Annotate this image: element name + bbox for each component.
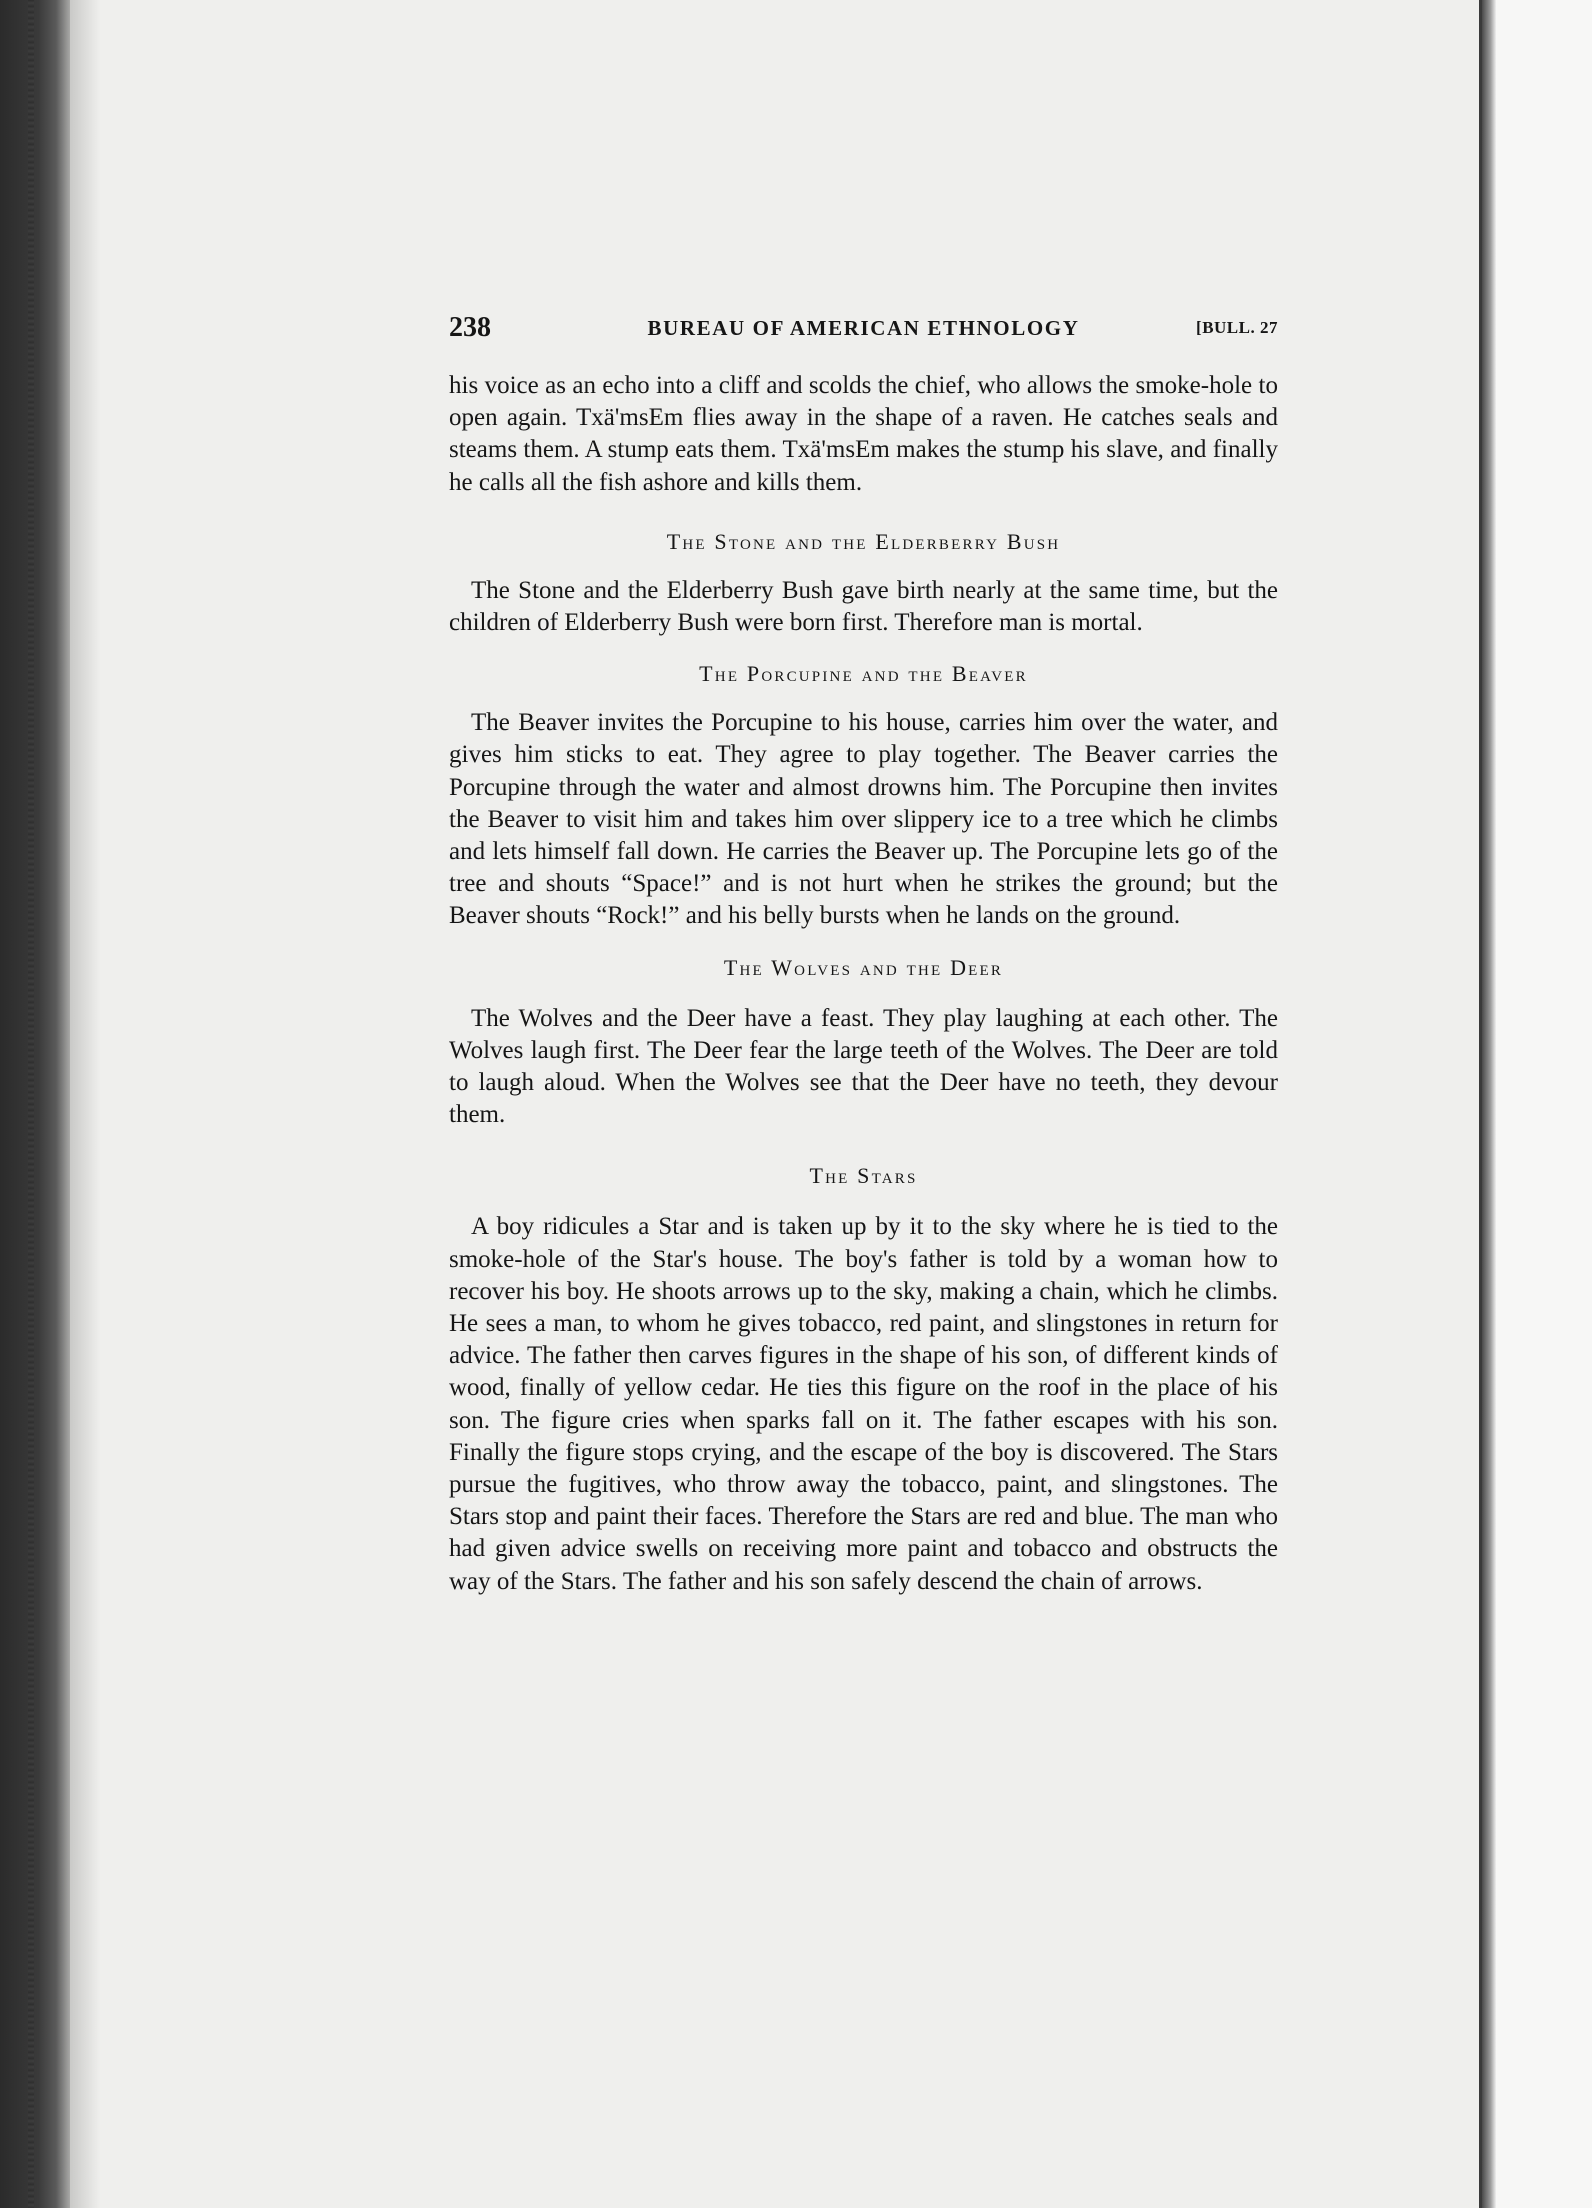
book-binding-left: [0, 0, 70, 2208]
intro-paragraph: his voice as an echo into a cliff and scolds the chief, who allows the smoke-hole to open again. Txä'msEm flies away in the shape of a raven. He catches seals and steams them. A stump eats them. Txä'msEm makes the stump his slave, and finally he calls all the fish ashore and kills them.: [449, 372, 1278, 496]
section-heading-stone: The Stone and the Elderberry Bush: [666, 528, 1061, 554]
page-number: 238: [449, 312, 491, 343]
running-head: [449, 312, 1278, 352]
book-binding-right: [1479, 0, 1592, 2208]
page-content: [449, 312, 1278, 1598]
running-title: BUREAU OF AMERICAN ETHNOLOGY: [647, 316, 1080, 340]
section-heading-porcupine: The Porcupine and the Beaver: [699, 661, 1028, 687]
page-gutter-shadow: [70, 0, 100, 2208]
stone-paragraph: The Stone and the Elderberry Bush gave birth nearly at the same time, but the children of Elderberry Bush were born first. Therefore man is mortal.: [449, 576, 1278, 637]
bulletin-reference: [BULL. 27: [1196, 318, 1278, 337]
section-heading-wolves: The Wolves and the Deer: [723, 954, 1004, 980]
stars-paragraph: A boy ridicules a Star and is taken up by it to the sky where he is tied to the smoke-hole of the Star's house. The boy's father is told by a woman how to recover his boy. He shoots arrows up to the sky, making a chain, which he climbs. He sees a man, to whom he gives tobacco, red paint, and slingstones in return for advice. The father then carves figures in the shape of his son, of different kinds of wood, finally of yellow cedar. He ties this figure on the roof in the place of his son. The figure cries when sparks fall on it. The father escapes with his son. Finally the figure stops crying, and the escape of the boy is discovered. The Stars pursue the fugitives, who throw away the tobacco, paint, and slingstones. The Stars stop and paint their faces. Therefore the Stars are red and blue. The man who had given advice swells on receiving more paint and tobacco and obstructs the way of the Stars. The father and his son safely descend the chain of arrows.: [449, 1213, 1278, 1595]
section-heading-stars: The Stars: [809, 1163, 918, 1189]
porcupine-paragraph: The Beaver invites the Porcupine to his house, carries him over the water, and gives him sticks to eat. They agree to play together. The Beaver carries the Porcupine through the water and almost drowns him. The Porcupine then invites the Beaver to visit him and takes him over slippery ice to a tree which he climbs and lets himself fall down. He carries the Beaver up. The Porcupine lets go of the tree and shouts “Space!” and is not hurt when he strikes the ground; but the Beaver shouts “Rock!” and his belly bursts when he lands on the ground.: [449, 709, 1278, 930]
wolves-paragraph: The Wolves and the Deer have a feast. They play laughing at each other. The Wolves laugh first. The Deer fear the large teeth of the Wolves. The Deer are told to laugh aloud. When the Wolves see that the Deer have no teeth, they devour them.: [449, 1004, 1278, 1129]
